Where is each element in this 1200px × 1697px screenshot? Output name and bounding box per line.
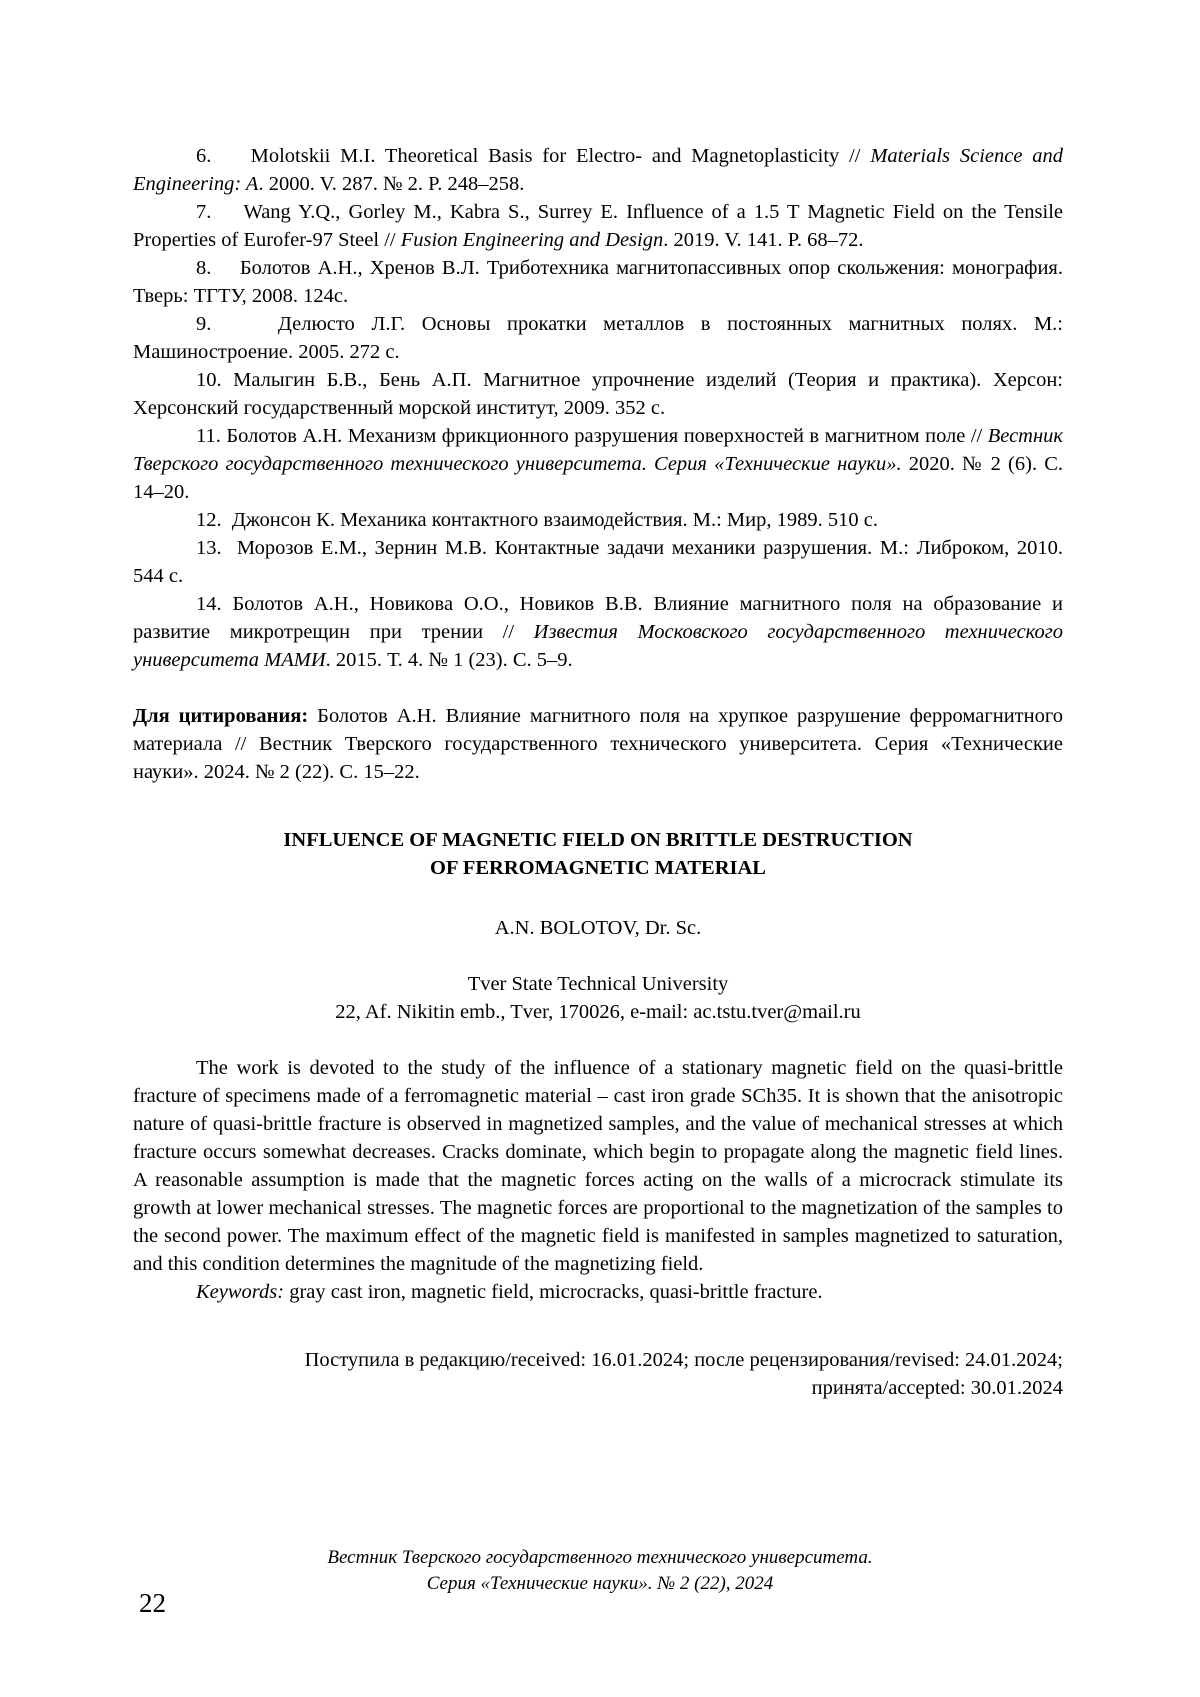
- journal-footer-line-2: Серия «Технические науки». № 2 (22), 2024: [426, 1573, 774, 1594]
- reference-item-12: 12. Джонсон К. Механика контактного взаимодействия. М.: Мир, 1989. 510 с.: [196, 509, 878, 531]
- abstract-text: The work is devoted to the study of the influence of a stationary magnetic field on the quasi-brittle fracture of specimens made of a ferromagnetic material – cast iron grade SCh35. It is shown that the anisotropic nature of quasi-brittle fracture is observed in magnetized samples, and the value of mechanical stresses at which fracture occurs somewhat decreases. Cracks dominate, which begin to propagate along the magnetic field lines. A reasonable assumption is made that the magnetic forces acting on the walls of a microcrack stimulate its growth at lower mechanical stresses. The magnetic forces are proportional to the magnetization of the samples to the second power. The maximum effect of the magnetic field is manifested in samples magnetized to saturation, and this condition determines the magnitude of the magnetizing field.: [133, 1057, 1063, 1275]
- citation-note: Для цитирования: Болотов А.Н. Влияние магнитного поля на хрупкое разрушение ферромагнитного материала // Вестник Тверского государственного технического университета. Серия «Технические науки». 2024. № 2 (22). С. 15–22.: [133, 705, 1063, 783]
- received-dates-block: [133, 1346, 1063, 1402]
- author-line: A.N. BOLOTOV, Dr. Sc.: [494, 917, 702, 939]
- keywords-line: Keywords: gray cast iron, magnetic field, microcracks, quasi-brittle fracture.: [196, 1281, 823, 1303]
- affiliation-address: 22, Af. Nikitin emb., Tver, 170026, e-mail: ac.tstu.tver@mail.ru: [335, 1001, 861, 1023]
- reference-item-10: 10. Малыгин Б.В., Бень А.П. Магнитное упрочнение изделий (Теория и практика). Херсон: Херсонский государственный морской институт, 2009. 352 с.: [133, 369, 1063, 419]
- reference-item-6: 6. Molotskii M.I. Theoretical Basis for Electro- and Magnetoplasticity // Materials Science and Engineering: A. 2000. V. 287. № 2. P. 248–258.: [133, 145, 1063, 195]
- reference-item-7: 7. Wang Y.Q., Gorley M., Kabra S., Surrey E. Influence of a 1.5 T Magnetic Field on the Tensile Properties of Eurofer-97 Steel // Fusion Engineering and Design. 2019. V. 141. P. 68–72.: [133, 201, 1063, 251]
- journal-footer: [0, 1545, 1200, 1597]
- reference-item-14: 14. Болотов А.Н., Новикова О.О., Новиков В.В. Влияние магнитного поля на образование и развитие микротрещин при трении // Известия Московского государственного технического университета МАМИ. 2015. Т. 4. № 1 (23). С. 5–9.: [133, 593, 1063, 671]
- reference-item-11: 11. Болотов А.Н. Механизм фрикционного разрушения поверхностей в магнитном поле // Вестник Тверского государственного технического университета. Серия «Технические науки». 2020. № 2 (6). С. 14–20.: [133, 425, 1063, 503]
- page-number: 22: [139, 1588, 166, 1618]
- journal-footer-line-1: Вестник Тверского государственного технического университета.: [327, 1547, 873, 1568]
- accepted-line: принята/accepted: 30.01.2024: [811, 1377, 1063, 1399]
- article-title-line-2: OF FERROMAGNETIC MATERIAL: [430, 857, 766, 879]
- article-title-line-1: INFLUENCE OF MAGNETIC FIELD ON BRITTLE DESTRUCTION: [283, 829, 913, 851]
- affiliation-block: [133, 970, 1063, 1026]
- page-content: [133, 0, 1063, 1402]
- article-title: [133, 826, 1063, 882]
- reference-item-9: 9. Делюсто Л.Г. Основы прокатки металлов в постоянных магнитных полях. М.: Машиностроение. 2005. 272 с.: [133, 313, 1063, 363]
- reference-item-8: 8. Болотов А.Н., Хренов В.Л. Триботехника магнитопассивных опор скольжения: монография. Тверь: ТГТУ, 2008. 124с.: [133, 257, 1063, 307]
- affiliation-institution: Tver State Technical University: [467, 973, 729, 995]
- reference-item-13: 13. Морозов Е.М., Зернин М.В. Контактные задачи механики разрушения. М.: Либроком, 2010. 544 с.: [133, 537, 1063, 587]
- received-revised-line: Поступила в редакцию/received: 16.01.2024; после рецензирования/revised: 24.01.2024;: [304, 1349, 1063, 1371]
